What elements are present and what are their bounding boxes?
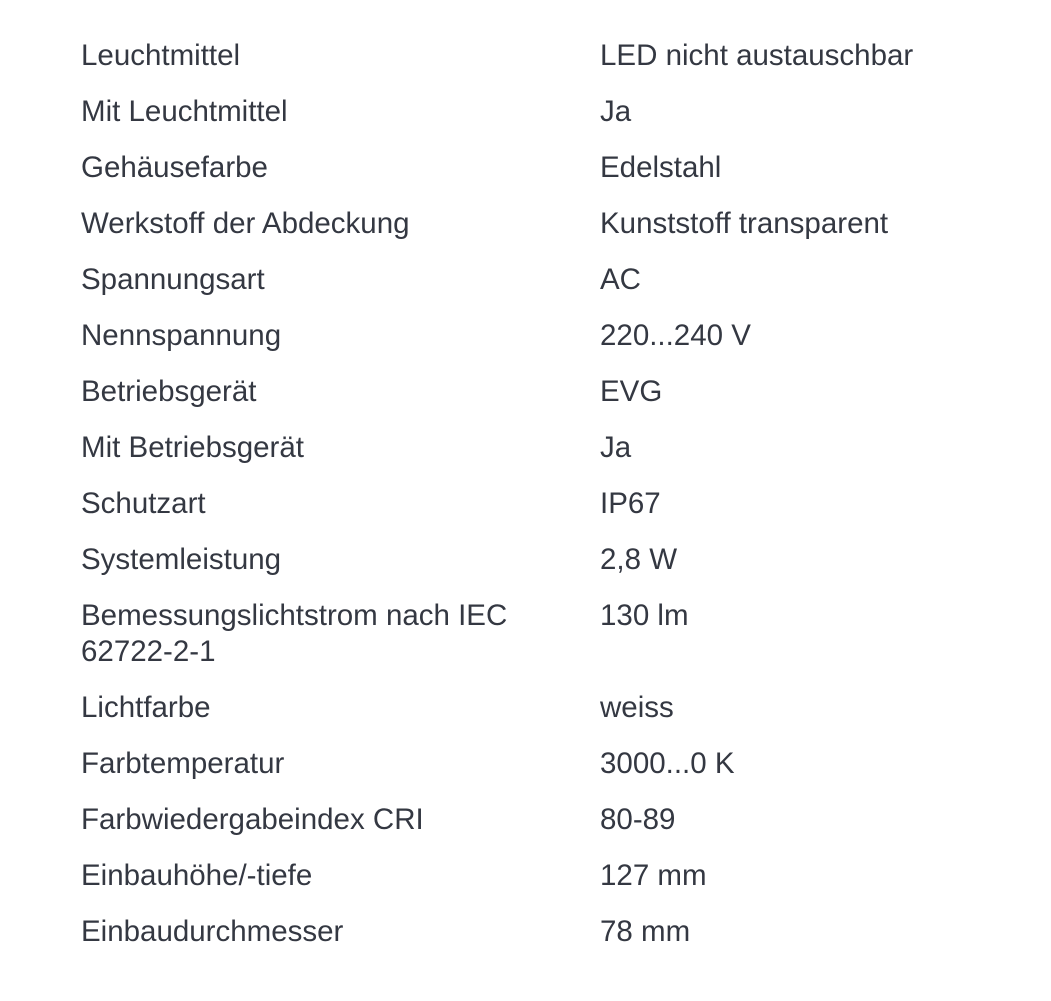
spec-label: Einbauhöhe/-tiefe [81, 859, 313, 892]
spec-value: 80-89 [600, 803, 676, 836]
spec-value: Kunststoff transparent [600, 207, 889, 240]
spec-label: Gehäusefarbe [81, 151, 268, 184]
spec-label: Lichtfarbe [81, 691, 211, 724]
spec-row-mit-leuchtmittel [81, 94, 1011, 150]
spec-value: 127 mm [600, 859, 707, 892]
spec-row-bemessungslichtstrom [81, 598, 1011, 690]
spec-label: Mit Leuchtmittel [81, 95, 288, 128]
spec-label: Einbaudurchmesser [81, 915, 344, 948]
spec-value: IP67 [600, 487, 661, 520]
spec-row-farbtemperatur [81, 746, 1011, 802]
spec-label: Nennspannung [81, 319, 282, 352]
spec-row-einbaudurchmesser [81, 914, 1011, 970]
spec-label: Farbwiedergabeindex CRI [81, 803, 424, 836]
spec-label: Farbtemperatur [81, 747, 285, 780]
spec-row-betriebsgeraet [81, 374, 1011, 430]
spec-label: Leuchtmittel [81, 39, 241, 72]
spec-row-mit-betriebsgeraet [81, 430, 1011, 486]
spec-table [81, 38, 1011, 970]
spec-value: 220...240 V [600, 319, 751, 352]
spec-value: LED nicht austauschbar [600, 39, 914, 72]
spec-value: 2,8 W [600, 543, 678, 576]
spec-row-einbauhoehe [81, 858, 1011, 914]
spec-label: Systemleistung [81, 543, 282, 576]
spec-label: Spannungsart [81, 263, 265, 296]
spec-value: 130 lm [600, 599, 689, 632]
spec-label: Bemessungslichtstrom nach IEC 62722-2-1 [81, 599, 508, 668]
spec-row-werkstoff-abdeckung [81, 206, 1011, 262]
spec-label: Werkstoff der Abdeckung [81, 207, 410, 240]
spec-row-leuchtmittel [81, 38, 1011, 94]
spec-value: 78 mm [600, 915, 691, 948]
spec-value: Ja [600, 95, 632, 128]
spec-value: weiss [600, 691, 674, 724]
spec-label: Mit Betriebsgerät [81, 431, 304, 464]
spec-label: Schutzart [81, 487, 206, 520]
spec-row-gehaeusefarbe [81, 150, 1011, 206]
spec-row-spannungsart [81, 262, 1011, 318]
spec-value: Edelstahl [600, 151, 722, 184]
spec-value: 3000...0 K [600, 747, 735, 780]
spec-row-systemleistung [81, 542, 1011, 598]
spec-label: Betriebsgerät [81, 375, 257, 408]
spec-row-farbwiedergabeindex [81, 802, 1011, 858]
spec-row-schutzart [81, 486, 1011, 542]
spec-value: AC [600, 263, 641, 296]
spec-value: EVG [600, 375, 663, 408]
spec-value: Ja [600, 431, 632, 464]
spec-row-lichtfarbe [81, 690, 1011, 746]
spec-row-nennspannung [81, 318, 1011, 374]
